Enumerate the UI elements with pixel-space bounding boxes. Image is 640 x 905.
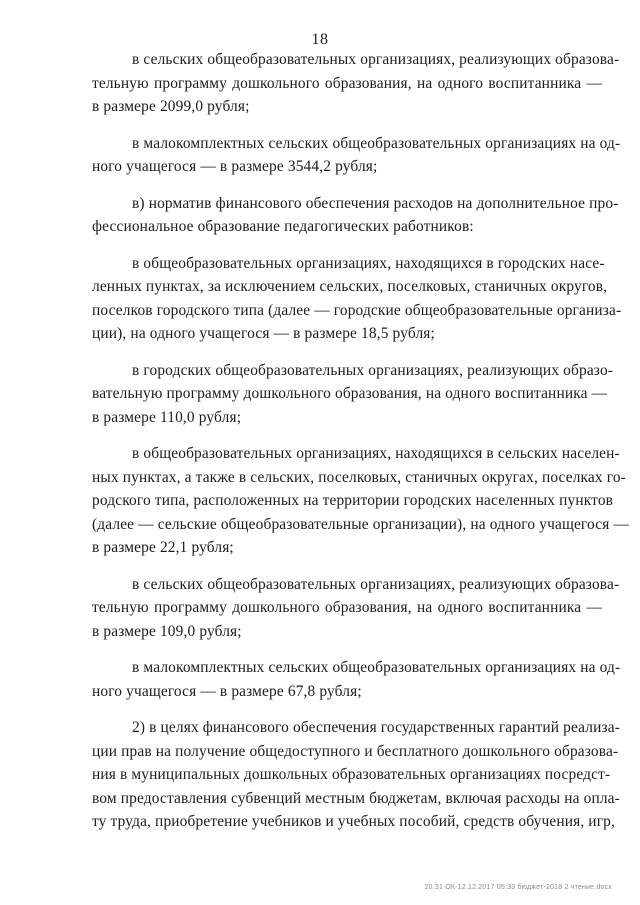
paragraph [92, 132, 621, 179]
text-line: вательную программу дошкольного образования, на одного воспитанника — [92, 385, 608, 402]
text-line: в размере 109,0 рубля; [92, 622, 242, 640]
text-line: ного учащегося — в размере 67,8 рубля; [92, 682, 362, 700]
document-body [92, 48, 629, 847]
text-line: в размере 2099,0 рубля; [92, 98, 250, 115]
text-line: (далее — сельские общеобразовательные организации), на одного учащегося — [92, 515, 629, 533]
text-line: в) норматив финансового обеспечения расходов на дополнительное про- [132, 194, 619, 212]
text-line: ленных пунктах, за исключением сельских, поселковых, станичных округов, [92, 278, 608, 295]
paragraph [92, 573, 620, 644]
text-line: ных пунктах, а также в сельских, поселковых, станичных округах, поселках го- [92, 468, 626, 486]
text-line: ции прав на получение общедоступного и бесплатного дошкольного образова- [92, 742, 619, 760]
text-line: ции), на одного учащегося — в размере 18,5 рубля; [92, 325, 435, 342]
paragraph [92, 442, 629, 560]
text-line: тельную программу дошкольного образования, на одного воспитанника — [92, 74, 602, 92]
text-line: вом предоставления субвенций местным бюджетам, включая расходы на опла- [92, 789, 620, 807]
paragraph [92, 252, 622, 346]
text-line: ния в муниципальных дошкольных образовательных организациях посредст- [92, 766, 611, 783]
text-line: в размере 110,0 рубля; [92, 408, 242, 426]
footer-stamp: 20.31 ОК-12.12.2017 05:33 бюджет-2018 2 чтение.docx [424, 884, 612, 891]
paragraph [92, 192, 619, 239]
text-line: в сельских общеобразовательных организациях, реализующих образова- [132, 575, 620, 593]
text-line: в городских общеобразовательных организациях, реализующих образо- [132, 361, 614, 379]
text-line: тельную программу дошкольного образования, на одного воспитанника — [92, 599, 602, 616]
text-line: в общеобразовательных организациях, находящихся в сельских населен- [132, 445, 620, 462]
text-line: поселков городского типа (далее — городские общеобразовательные организа- [92, 301, 622, 319]
text-line: в малокомплектных сельских общеобразовательных организациях на од- [132, 134, 621, 152]
page-number: 18 [311, 31, 329, 48]
text-line: фессиональное образование педагогических работников: [92, 218, 474, 235]
paragraph [92, 656, 621, 703]
paragraph [92, 359, 614, 430]
text-line: 2) в целях финансового обеспечения государственных гарантий реализа- [132, 719, 620, 736]
text-line: родского типа, расположенных на территории городских населенных пунктов [92, 492, 614, 509]
text-line: в общеобразовательных организациях, находящихся в городских насе- [132, 254, 605, 272]
text-line: ту труда, приобретение учебников и учебных пособий, средств обучения, игр, [92, 813, 616, 830]
text-line: в сельских общеобразовательных организациях, реализующих образова- [132, 51, 620, 68]
text-line: в размере 22,1 рубля; [92, 539, 234, 556]
paragraph [92, 716, 620, 834]
text-line: ного учащегося — в размере 3544,2 рубля; [92, 158, 378, 175]
text-line: в малокомплектных сельских общеобразовательных организациях на од- [132, 659, 621, 676]
paragraph [92, 48, 620, 119]
